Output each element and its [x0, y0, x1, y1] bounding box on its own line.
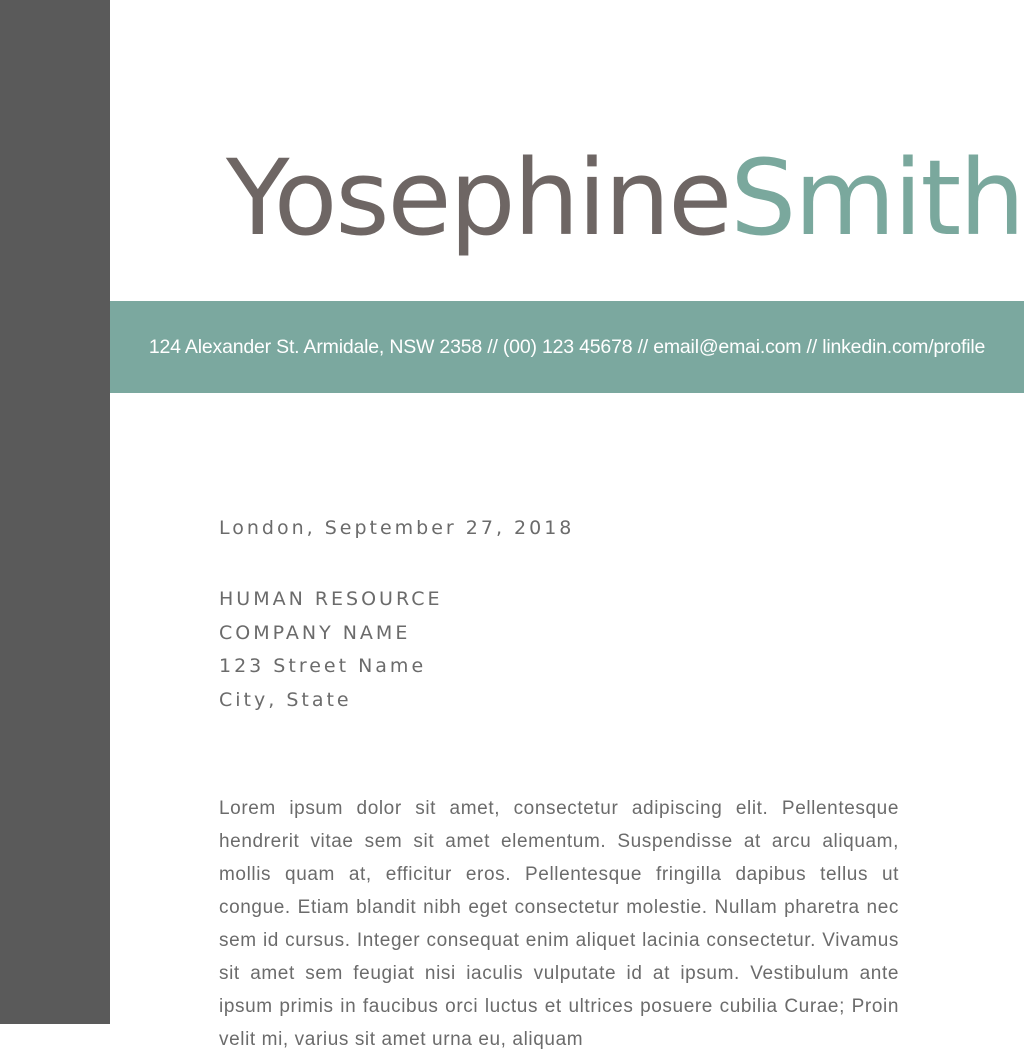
recipient-street: 123 Street Name [219, 655, 427, 677]
last-name: Smith [730, 137, 1024, 259]
applicant-name [226, 128, 1023, 268]
recipient-city: City, State [219, 688, 352, 711]
recipient-company: COMPANY NAME [219, 621, 411, 644]
left-sidebar-bar [0, 0, 110, 1024]
first-name: Yosephine [226, 137, 731, 259]
contact-info: 124 Alexander St. Armidale, NSW 2358 // (00) 123 45678 // email@emai.com // linkedin.com/profile [148, 335, 986, 358]
letter-date: London, September 27, 2018 [219, 517, 575, 539]
recipient-address [219, 583, 443, 717]
recipient-department: HUMAN RESOURCE [219, 588, 443, 610]
letter-body: Lorem ipsum dolor sit amet, consectetur adipiscing elit. Pellentesque hendrerit vitae sem sit amet elementum. Suspendisse at arcu aliquam, mollis quam at, efficitur eros. Pellentesque fringilla dapibus tellus ut congue. Etiam blandit nibh eget consectetur molestie. Nullam pharetra nec sem id cursus. Integer consequat enim aliquet lacinia consectetur. Vivamus sit amet sem feugiat nisi iaculis vulputate id at ipsum. Vestibulum ante ipsum primis in faucibus orci luctus et ultrices posuere cubilia Curae; Proin velit mi, varius sit amet urna eu, aliquam [219, 798, 899, 1050]
contact-band [110, 301, 1024, 393]
